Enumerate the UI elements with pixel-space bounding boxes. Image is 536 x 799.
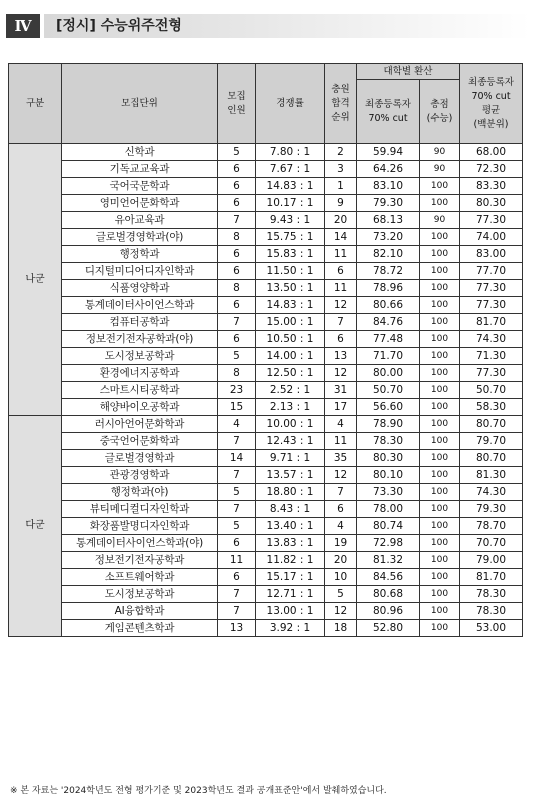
quota-cell: 6: [218, 569, 256, 586]
rank-cell: 11: [325, 280, 357, 297]
dept-cell: 도시정보공학과: [62, 586, 218, 603]
section-title: [정시] 수능위주전형: [56, 18, 182, 34]
dept-cell: 도시정보공학과: [62, 348, 218, 365]
quota-cell: 7: [218, 501, 256, 518]
ratio-cell: 14.83 : 1: [256, 297, 325, 314]
quota-cell: 14: [218, 450, 256, 467]
quota-cell: 7: [218, 212, 256, 229]
total-cell: 100: [420, 535, 460, 552]
dept-cell: 컴퓨터공학과: [62, 314, 218, 331]
quota-cell: 7: [218, 467, 256, 484]
quota-cell: 6: [218, 246, 256, 263]
dept-cell: 행정학과(야): [62, 484, 218, 501]
ratio-cell: 10.17 : 1: [256, 195, 325, 212]
quota-cell: 5: [218, 144, 256, 161]
header-univ-conversion: 대학별 환산: [357, 64, 460, 80]
pct-cell: 79.00: [460, 552, 523, 569]
rank-cell: 12: [325, 467, 357, 484]
cut-cell: 56.60: [357, 399, 420, 416]
table-row: [9, 212, 523, 229]
total-cell: 100: [420, 467, 460, 484]
table-row: [9, 450, 523, 467]
quota-cell: 13: [218, 620, 256, 637]
quota-cell: 6: [218, 161, 256, 178]
rank-cell: 4: [325, 416, 357, 433]
total-cell: 100: [420, 348, 460, 365]
pct-cell: 80.30: [460, 195, 523, 212]
dept-cell: 중국언어문화학과: [62, 433, 218, 450]
ratio-cell: 18.80 : 1: [256, 484, 325, 501]
quota-cell: 8: [218, 229, 256, 246]
rank-cell: 13: [325, 348, 357, 365]
cut-cell: 84.76: [357, 314, 420, 331]
quota-cell: 8: [218, 365, 256, 382]
quota-cell: 6: [218, 331, 256, 348]
ratio-cell: 12.50 : 1: [256, 365, 325, 382]
ratio-cell: 11.50 : 1: [256, 263, 325, 280]
header-gubun: 구분: [9, 64, 62, 144]
cut-cell: 78.30: [357, 433, 420, 450]
cut-cell: 50.70: [357, 382, 420, 399]
rank-cell: 14: [325, 229, 357, 246]
quota-cell: 15: [218, 399, 256, 416]
pct-cell: 78.30: [460, 603, 523, 620]
table-body: [9, 144, 523, 637]
rank-cell: 17: [325, 399, 357, 416]
quota-cell: 8: [218, 280, 256, 297]
section-title-bar: [44, 14, 530, 38]
cut-cell: 77.48: [357, 331, 420, 348]
cut-cell: 71.70: [357, 348, 420, 365]
rank-cell: 20: [325, 212, 357, 229]
total-cell: 100: [420, 450, 460, 467]
dept-cell: 해양바이오공학과: [62, 399, 218, 416]
ratio-cell: 7.67 : 1: [256, 161, 325, 178]
ratio-cell: 7.80 : 1: [256, 144, 325, 161]
dept-cell: 정보전기전자공학과: [62, 552, 218, 569]
total-cell: 100: [420, 603, 460, 620]
table-row: [9, 331, 523, 348]
rank-cell: 31: [325, 382, 357, 399]
dept-cell: 화장품발명디자인학과: [62, 518, 218, 535]
table-row: [9, 535, 523, 552]
quota-cell: 5: [218, 348, 256, 365]
dept-cell: 게임콘텐츠학과: [62, 620, 218, 637]
pct-cell: 68.00: [460, 144, 523, 161]
pct-cell: 80.70: [460, 416, 523, 433]
ratio-cell: 13.83 : 1: [256, 535, 325, 552]
dept-cell: 통계데이터사이언스학과(야): [62, 535, 218, 552]
cut-cell: 82.10: [357, 246, 420, 263]
rank-cell: 4: [325, 518, 357, 535]
cut-cell: 79.30: [357, 195, 420, 212]
cut-cell: 83.10: [357, 178, 420, 195]
rank-cell: 11: [325, 433, 357, 450]
cut-cell: 80.66: [357, 297, 420, 314]
pct-cell: 78.70: [460, 518, 523, 535]
dept-cell: 뷰티메디컬디자인학과: [62, 501, 218, 518]
dept-cell: 글로벌경영학과(야): [62, 229, 218, 246]
ratio-cell: 13.40 : 1: [256, 518, 325, 535]
ratio-cell: 10.50 : 1: [256, 331, 325, 348]
dept-cell: 관광경영학과: [62, 467, 218, 484]
ratio-cell: 9.43 : 1: [256, 212, 325, 229]
ratio-cell: 8.43 : 1: [256, 501, 325, 518]
table-row: [9, 178, 523, 195]
total-cell: 100: [420, 314, 460, 331]
table-row: [9, 586, 523, 603]
quota-cell: 23: [218, 382, 256, 399]
rank-cell: 20: [325, 552, 357, 569]
ratio-cell: 14.00 : 1: [256, 348, 325, 365]
quota-cell: 6: [218, 297, 256, 314]
quota-cell: 7: [218, 314, 256, 331]
cut-cell: 78.00: [357, 501, 420, 518]
cut-cell: 80.30: [357, 450, 420, 467]
rank-cell: 12: [325, 365, 357, 382]
table-row: [9, 620, 523, 637]
quota-cell: 6: [218, 263, 256, 280]
total-cell: 100: [420, 569, 460, 586]
cut-cell: 78.72: [357, 263, 420, 280]
quota-cell: 4: [218, 416, 256, 433]
pct-cell: 79.70: [460, 433, 523, 450]
cut-cell: 80.10: [357, 467, 420, 484]
header-dept: 모집단위: [62, 64, 218, 144]
total-cell: 100: [420, 586, 460, 603]
pct-cell: 77.30: [460, 280, 523, 297]
dept-cell: 디지털미디어디자인학과: [62, 263, 218, 280]
dept-cell: 국어국문학과: [62, 178, 218, 195]
quota-cell: 7: [218, 586, 256, 603]
total-cell: 90: [420, 212, 460, 229]
cut-cell: 73.20: [357, 229, 420, 246]
footnote: ※ 본 자료는 '2024학년도 전형 평가기준 및 2023학년도 결과 공개표준안'에서 발췌하였습니다.: [10, 786, 387, 796]
pct-cell: 81.70: [460, 314, 523, 331]
total-cell: 90: [420, 144, 460, 161]
header-total: 총점 (수능): [420, 80, 460, 144]
total-cell: 100: [420, 552, 460, 569]
cut-cell: 59.94: [357, 144, 420, 161]
table-row: [9, 501, 523, 518]
section-number-badge: Ⅳ: [6, 14, 40, 38]
ratio-cell: 10.00 : 1: [256, 416, 325, 433]
total-cell: 100: [420, 331, 460, 348]
ratio-cell: 15.83 : 1: [256, 246, 325, 263]
cut-cell: 72.98: [357, 535, 420, 552]
ratio-cell: 15.75 : 1: [256, 229, 325, 246]
total-cell: 100: [420, 518, 460, 535]
dept-cell: 러시아언어문화학과: [62, 416, 218, 433]
cut-cell: 80.96: [357, 603, 420, 620]
cut-cell: 68.13: [357, 212, 420, 229]
cut-cell: 84.56: [357, 569, 420, 586]
total-cell: 100: [420, 263, 460, 280]
ratio-cell: 12.71 : 1: [256, 586, 325, 603]
rank-cell: 19: [325, 535, 357, 552]
ratio-cell: 2.52 : 1: [256, 382, 325, 399]
ratio-cell: 12.43 : 1: [256, 433, 325, 450]
table-row: [9, 144, 523, 161]
dept-cell: AI융합학과: [62, 603, 218, 620]
quota-cell: 5: [218, 518, 256, 535]
section-header: [6, 8, 530, 38]
dept-cell: 행정학과: [62, 246, 218, 263]
pct-cell: 74.00: [460, 229, 523, 246]
total-cell: 100: [420, 297, 460, 314]
group-label: 다군: [9, 416, 62, 637]
table-row: [9, 314, 523, 331]
ratio-cell: 11.82 : 1: [256, 552, 325, 569]
dept-cell: 글로벌경영학과: [62, 450, 218, 467]
pct-cell: 77.70: [460, 263, 523, 280]
ratio-cell: 15.00 : 1: [256, 314, 325, 331]
rank-cell: 5: [325, 586, 357, 603]
header-ratio: 경쟁률: [256, 64, 325, 144]
total-cell: 100: [420, 416, 460, 433]
rank-cell: 12: [325, 603, 357, 620]
total-cell: 100: [420, 399, 460, 416]
total-cell: 100: [420, 484, 460, 501]
quota-cell: 5: [218, 484, 256, 501]
rank-cell: 7: [325, 314, 357, 331]
dept-cell: 스마트시티공학과: [62, 382, 218, 399]
dept-cell: 식품영양학과: [62, 280, 218, 297]
cut-cell: 78.90: [357, 416, 420, 433]
pct-cell: 83.30: [460, 178, 523, 195]
rank-cell: 6: [325, 331, 357, 348]
group-label: 나군: [9, 144, 62, 416]
dept-cell: 소프트웨어학과: [62, 569, 218, 586]
pct-cell: 77.30: [460, 365, 523, 382]
header-final-cut: 최종등록자 70% cut: [357, 80, 420, 144]
dept-cell: 환경에너지공학과: [62, 365, 218, 382]
pct-cell: 81.30: [460, 467, 523, 484]
table-row: [9, 246, 523, 263]
dept-cell: 통계데이터사이언스학과: [62, 297, 218, 314]
total-cell: 100: [420, 365, 460, 382]
total-cell: 100: [420, 246, 460, 263]
table-row: [9, 382, 523, 399]
rank-cell: 9: [325, 195, 357, 212]
quota-cell: 11: [218, 552, 256, 569]
pct-cell: 77.30: [460, 212, 523, 229]
table-row: [9, 484, 523, 501]
total-cell: 100: [420, 620, 460, 637]
table-row: [9, 433, 523, 450]
rank-cell: 10: [325, 569, 357, 586]
pct-cell: 80.70: [460, 450, 523, 467]
header-rank: 충원 합격 순위: [325, 64, 357, 144]
pct-cell: 53.00: [460, 620, 523, 637]
table-row: [9, 229, 523, 246]
rank-cell: 3: [325, 161, 357, 178]
admission-results-table: [8, 63, 523, 637]
pct-cell: 77.30: [460, 297, 523, 314]
cut-cell: 78.96: [357, 280, 420, 297]
ratio-cell: 13.57 : 1: [256, 467, 325, 484]
table-row: [9, 603, 523, 620]
total-cell: 100: [420, 501, 460, 518]
header-quota: 모집 인원: [218, 64, 256, 144]
rank-cell: 6: [325, 263, 357, 280]
rank-cell: 18: [325, 620, 357, 637]
cut-cell: 80.00: [357, 365, 420, 382]
pct-cell: 58.30: [460, 399, 523, 416]
table-row: [9, 569, 523, 586]
cut-cell: 80.68: [357, 586, 420, 603]
rank-cell: 6: [325, 501, 357, 518]
quota-cell: 6: [218, 195, 256, 212]
ratio-cell: 3.92 : 1: [256, 620, 325, 637]
table-row: [9, 161, 523, 178]
rank-cell: 2: [325, 144, 357, 161]
total-cell: 100: [420, 229, 460, 246]
cut-cell: 73.30: [357, 484, 420, 501]
pct-cell: 71.30: [460, 348, 523, 365]
table-row: [9, 280, 523, 297]
dept-cell: 유아교육과: [62, 212, 218, 229]
dept-cell: 정보전기전자공학과(야): [62, 331, 218, 348]
cut-cell: 80.74: [357, 518, 420, 535]
ratio-cell: 15.17 : 1: [256, 569, 325, 586]
ratio-cell: 9.71 : 1: [256, 450, 325, 467]
rank-cell: 11: [325, 246, 357, 263]
quota-cell: 7: [218, 433, 256, 450]
table-row: [9, 518, 523, 535]
quota-cell: 7: [218, 603, 256, 620]
cut-cell: 52.80: [357, 620, 420, 637]
table-row: [9, 552, 523, 569]
cut-cell: 81.32: [357, 552, 420, 569]
pct-cell: 50.70: [460, 382, 523, 399]
pct-cell: 74.30: [460, 331, 523, 348]
table-row: [9, 399, 523, 416]
table-row: [9, 416, 523, 433]
dept-cell: 신학과: [62, 144, 218, 161]
quota-cell: 6: [218, 178, 256, 195]
ratio-cell: 13.50 : 1: [256, 280, 325, 297]
dept-cell: 기독교교육과: [62, 161, 218, 178]
header-final-pct: 최종등록자 70% cut 평균 (백분위): [460, 64, 523, 144]
table-row: [9, 348, 523, 365]
pct-cell: 70.70: [460, 535, 523, 552]
rank-cell: 35: [325, 450, 357, 467]
ratio-cell: 2.13 : 1: [256, 399, 325, 416]
total-cell: 100: [420, 433, 460, 450]
ratio-cell: 13.00 : 1: [256, 603, 325, 620]
cut-cell: 64.26: [357, 161, 420, 178]
total-cell: 90: [420, 161, 460, 178]
table-row: [9, 263, 523, 280]
table-row: [9, 297, 523, 314]
quota-cell: 6: [218, 535, 256, 552]
table-row: [9, 467, 523, 484]
dept-cell: 영미언어문화학과: [62, 195, 218, 212]
table-row: [9, 365, 523, 382]
total-cell: 100: [420, 280, 460, 297]
total-cell: 100: [420, 382, 460, 399]
pct-cell: 81.70: [460, 569, 523, 586]
pct-cell: 83.00: [460, 246, 523, 263]
rank-cell: 7: [325, 484, 357, 501]
total-cell: 100: [420, 195, 460, 212]
rank-cell: 1: [325, 178, 357, 195]
rank-cell: 12: [325, 297, 357, 314]
table-row: [9, 195, 523, 212]
total-cell: 100: [420, 178, 460, 195]
pct-cell: 74.30: [460, 484, 523, 501]
pct-cell: 79.30: [460, 501, 523, 518]
pct-cell: 72.30: [460, 161, 523, 178]
pct-cell: 78.30: [460, 586, 523, 603]
ratio-cell: 14.83 : 1: [256, 178, 325, 195]
